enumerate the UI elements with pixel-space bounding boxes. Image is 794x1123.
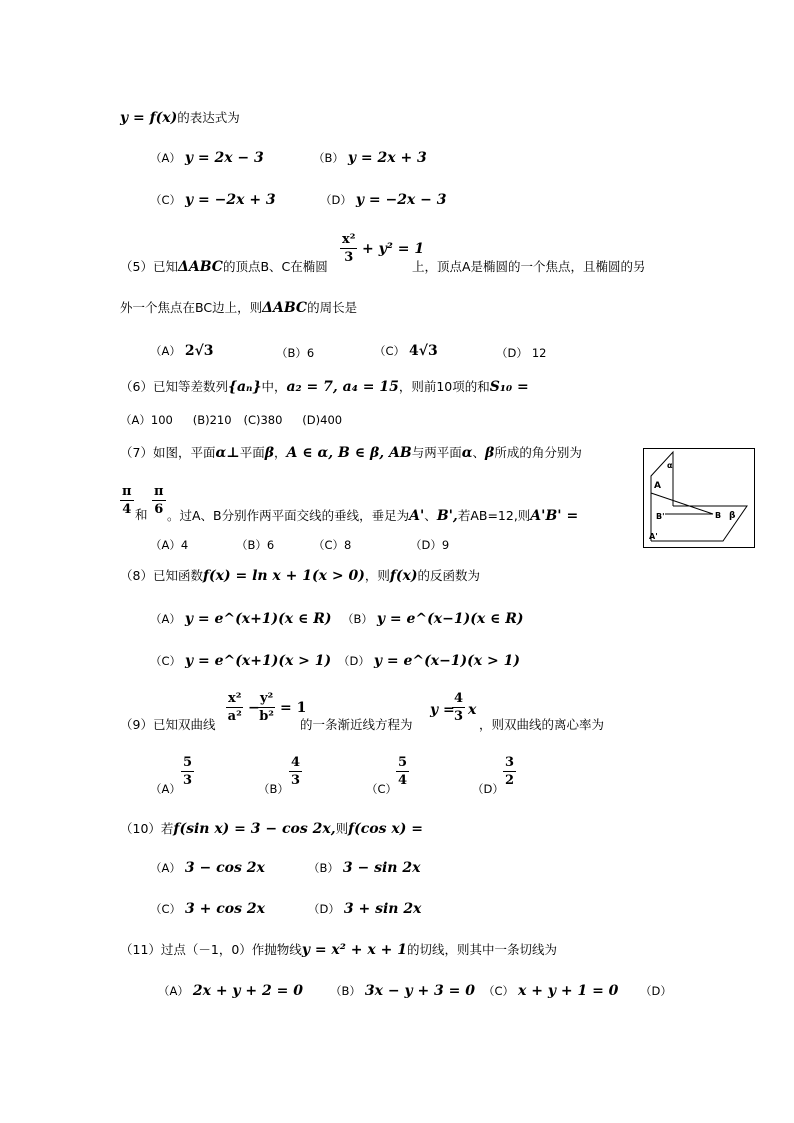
q9-option-d-label: （D） — [472, 782, 504, 796]
label-alpha: α — [667, 461, 673, 470]
q11-curve: y = x² + x + 1 — [301, 942, 407, 958]
q7-option-d: （D）9 — [410, 538, 450, 552]
q9-option-b-label: （B） — [258, 782, 289, 796]
q6-sum: S₁₀ = — [489, 379, 529, 395]
q4-intro-text: 的表达式为 — [177, 110, 240, 125]
q9-tail: ，则双曲线的离心率为 — [479, 717, 605, 732]
q9-eq: = 1 — [280, 700, 307, 716]
q6-sequence: {aₙ} — [227, 379, 262, 395]
q5-line1b: 上，顶点A是椭圆的一个焦点，且椭圆的另 — [412, 259, 646, 274]
q5-triangle: ΔABC — [177, 259, 223, 275]
q9-asym-x: x — [468, 702, 477, 718]
label-beta: β — [729, 511, 736, 521]
q4-option-c: （C） y = −2x + 3 — [150, 192, 276, 208]
q7-condition: A ∈ α, B ∈ β, AB — [286, 445, 412, 461]
q10-ask: f(cos x) = — [348, 821, 423, 837]
q9-asym-y: y = — [430, 702, 455, 718]
q8-option-b: （B） y = e^(x−1)(x ∈ R) — [342, 611, 524, 627]
q5-ellipse-fraction: $\frac{\text{x²}}{3}$ — [342, 232, 356, 265]
q5-line1a: （5）已知ΔABC的顶点B、C在椭圆 — [120, 259, 328, 275]
q11-option-c: （C） x + y + 1 = 0 — [483, 983, 619, 999]
q5-option-a: （A） 2√3 — [150, 343, 214, 359]
q7-fraction-pi4: $\frac{\pi}{4}$ — [122, 484, 132, 517]
q5-triangle-2: ΔABC — [262, 300, 308, 316]
q10-option-b: （B） 3 − sin 2x — [308, 860, 421, 876]
q8-line: （8）已知函数f(x) = ln x + 1(x > 0)，则f(x)的反函数为 — [120, 568, 480, 584]
q9-option-a-label: （A） — [150, 782, 181, 796]
segment-ab — [651, 493, 713, 514]
q9-lead: （9）已知双曲线 — [120, 717, 216, 732]
q9-frac-x: $\frac{\text{x²}}{\text{a²}}$ — [227, 691, 242, 724]
q11-line: （11）过点（－1，0）作抛物线y = x² + x + 1的切线，则其中一条切线为 — [120, 942, 557, 958]
q4-option-b: （B） y = 2x + 3 — [313, 150, 427, 166]
label-b-prime: B' — [656, 512, 665, 521]
q9-option-c-label: （C） — [366, 782, 398, 796]
q11-option-b: （B） 3x − y + 3 = 0 — [330, 983, 476, 999]
q11-option-d: （D） — [640, 984, 672, 998]
label-a: A — [654, 481, 661, 491]
q4-intro-expr: y = f(x) — [120, 110, 178, 126]
q10-line: （10）若f(sin x) = 3 − cos 2x,则f(cos x) = — [120, 821, 423, 837]
q8-option-d: （D） y = e^(x−1)(x > 1) — [338, 653, 520, 669]
q5-line2: 外一个焦点在BC边上，则ΔABC的周长是 — [120, 300, 358, 316]
q11-option-a: （A） 2x + y + 2 = 0 — [158, 983, 303, 999]
q7-planes-figure — [643, 448, 755, 548]
q10-option-d: （D） 3 + sin 2x — [308, 901, 422, 917]
q10-condition: f(sin x) = 3 − cos 2x, — [173, 821, 336, 837]
q10-option-a: （A） 3 − cos 2x — [150, 860, 265, 876]
q5-option-b: （B）6 — [276, 346, 315, 360]
q9-frac-y: $\frac{\text{y²}}{\text{b²}}$ — [259, 691, 275, 724]
q8-option-a: （A） y = e^(x+1)(x ∈ R) — [150, 611, 332, 627]
q4-intro — [120, 109, 240, 127]
q9-option-c-value: $\frac{5}{4}$ — [398, 755, 408, 788]
q7-option-b: （B）6 — [236, 538, 275, 552]
q7-option-a: （A）4 — [150, 538, 189, 552]
q4-option-a: （A） y = 2x − 3 — [150, 150, 264, 166]
label-a-prime: A' — [649, 532, 658, 541]
q6-condition: a₂ = 7, a₄ = 15 — [286, 379, 399, 395]
q9-minus: − — [248, 700, 260, 716]
q9-option-b-value: $\frac{4}{3}$ — [291, 755, 301, 788]
label-b: B — [715, 511, 722, 520]
q9-option-a-value: $\frac{5}{3}$ — [183, 755, 193, 788]
q5-ellipse-rest: + y² = 1 — [362, 241, 425, 257]
q4-option-d: （D） y = −2x − 3 — [320, 192, 447, 208]
q8-function: f(x) = ln x + 1(x > 0) — [202, 568, 365, 584]
q7-fraction-pi6: $\frac{\pi}{6}$ — [154, 484, 164, 517]
q5-option-c: （C） 4√3 — [374, 343, 438, 359]
figure-border — [644, 449, 755, 548]
q7-option-c: （C）8 — [313, 538, 352, 552]
q7-line2: 。过A、B分别作两平面交线的垂线，垂足为A'、B',若AB=12,则A'B' = — [167, 508, 579, 524]
q9-mid: 的一条渐近线方程为 — [300, 717, 413, 732]
q8-option-c: （C） y = e^(x+1)(x > 1) — [150, 653, 332, 669]
q9-asym-frac: $\frac{4}{3}$ — [454, 691, 464, 724]
q10-option-c: （C） 3 + cos 2x — [150, 901, 265, 917]
q6-options: （A）100 (B)210 (C)380 (D)400 — [120, 413, 343, 427]
q9-option-d-value: $\frac{3}{2}$ — [505, 755, 515, 788]
q7-line1: （7）如图，平面α⊥平面β，A ∈ α, B ∈ β, AB与两平面α、β所成的角分别为 — [120, 445, 582, 461]
q6-line: （6）已知等差数列{aₙ}中，a₂ = 7, a₄ = 15，则前10项的和S₁₀ = — [120, 379, 529, 395]
q7-and: 和 — [135, 507, 148, 522]
q5-option-d: （D） 12 — [496, 346, 547, 360]
